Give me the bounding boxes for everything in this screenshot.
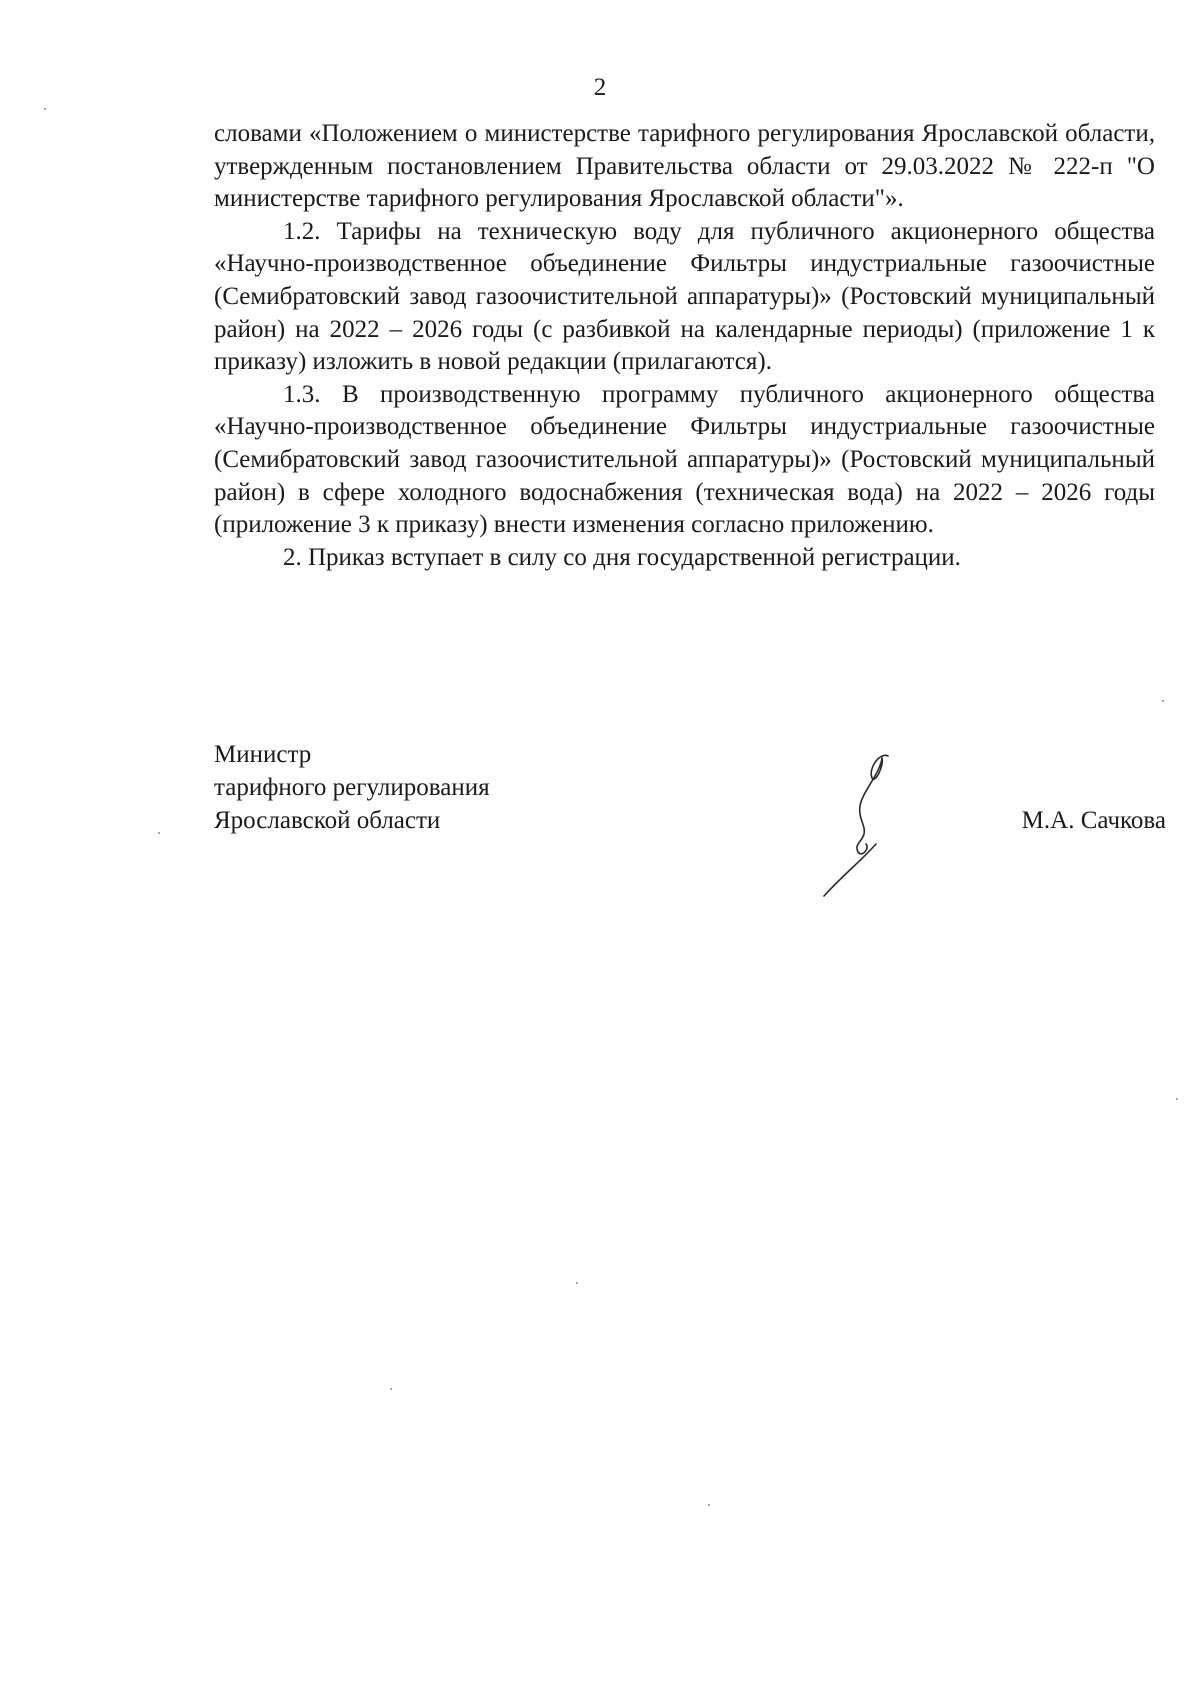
page-number: 2 [593, 74, 607, 101]
body-text [214, 118, 1155, 574]
signatory-title [214, 738, 490, 837]
paragraph-continuation: словами «Положением о министерстве тарифного регулирования Ярославской области, утвержденным постановлением Правительства области от 29.03.2022 № 222-п "О министерстве тарифного регулирования Ярославской области"». [214, 120, 1155, 213]
handwritten-signature [818, 748, 938, 898]
paragraph-item-2: 2. Приказ вступает в силу со дня государственной регистрации. [283, 543, 961, 571]
paragraph-item-1-2: 1.2. Тарифы на техническую воду для публичного акционерного общества «Научно-производственное объединение Фильтры индустриальные газоочистные (Семибратовский завод газоочистительной аппаратуры)» (Ростовский муниципальный район) на 2022 – 2026 годы (с разбивкой на календарные периоды) (приложение 1 к приказу) изложить в новой редакции (прилагаются). [214, 217, 1155, 376]
signatory-title-line: Ярославской области [214, 807, 441, 834]
signatory-name: М.А. Сачкова [1021, 807, 1166, 834]
paragraph-item-1-3: 1.3. В производственную программу публичного акционерного общества «Научно-производственное объединение Фильтры индустриальные газоочистные (Семибратовский завод газоочистительной аппаратуры)» (Ростовский муниципальный район) в сфере холодного водоснабжения (техническая вода) на 2022 – 2026 годы (приложение 3 к приказу) внести изменения согласно приложению. [214, 380, 1155, 539]
signatory-title-line: тарифного регулирования [214, 774, 490, 801]
signatory-title-line: Министр [214, 741, 312, 768]
